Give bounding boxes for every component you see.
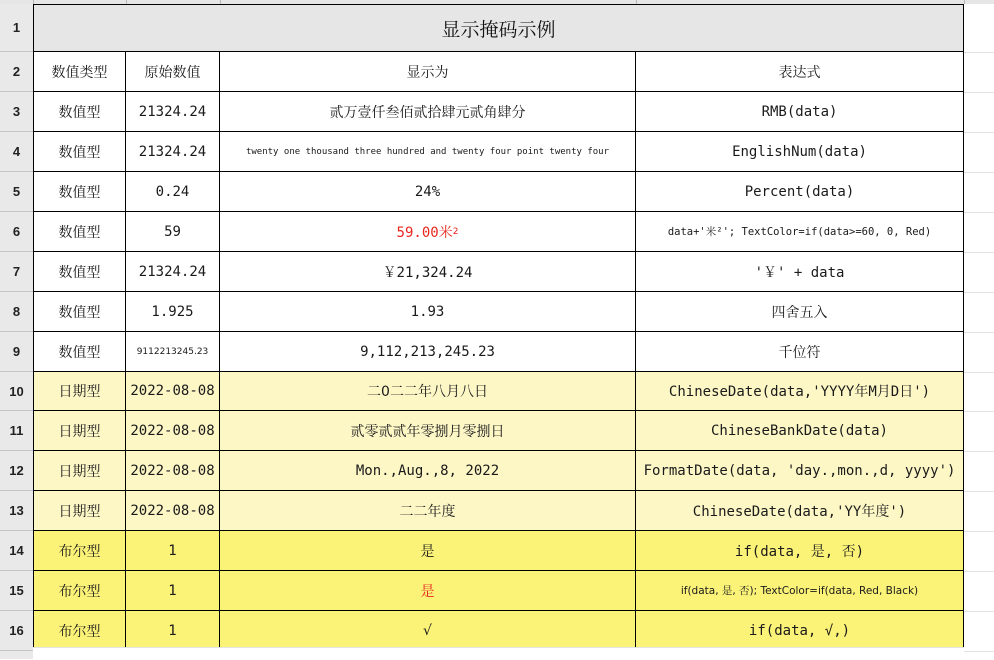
expression-cell[interactable]: 千位符 — [636, 332, 964, 372]
table-row — [33, 491, 964, 531]
gridline — [964, 252, 994, 253]
display-cell[interactable]: 59.00米 2 — [220, 212, 636, 252]
gridline — [964, 292, 994, 293]
row-number[interactable]: 14 — [0, 531, 33, 571]
display-cell[interactable]: twenty one thousand three hundred and twenty four point twenty four — [220, 132, 636, 172]
table-row — [33, 132, 964, 172]
display-cell[interactable]: 是 — [220, 571, 636, 611]
type-cell[interactable]: 日期型 — [33, 491, 126, 531]
raw-value-cell[interactable]: 1 — [126, 531, 220, 571]
table-row — [33, 252, 964, 292]
raw-value-cell[interactable]: 59 — [126, 212, 220, 252]
expression-cell[interactable]: RMB(data) — [636, 92, 964, 132]
raw-value-cell[interactable]: 2022-08-08 — [126, 372, 220, 411]
type-cell[interactable]: 日期型 — [33, 411, 126, 451]
display-cell[interactable]: 贰零贰贰年零捌月零捌日 — [220, 411, 636, 451]
row-number[interactable]: 4 — [0, 132, 33, 172]
header-cell-expression[interactable]: 表达式 — [636, 52, 964, 92]
table-row — [33, 172, 964, 212]
gridline — [964, 52, 994, 53]
type-cell[interactable]: 日期型 — [33, 451, 126, 491]
raw-value-cell[interactable]: 9112213245.23 — [126, 332, 220, 372]
empty-grid-area[interactable] — [964, 4, 994, 659]
row-number[interactable]: 5 — [0, 172, 33, 212]
display-cell[interactable]: 1.93 — [220, 292, 636, 332]
display-cell[interactable]: 贰万壹仟叁佰贰拾肆元贰角肆分 — [220, 92, 636, 132]
table-row — [33, 292, 964, 332]
raw-value-cell[interactable]: 21324.24 — [126, 252, 220, 292]
row-number[interactable]: 1 — [0, 4, 33, 52]
row-number[interactable]: 13 — [0, 491, 33, 531]
table-row — [33, 451, 964, 491]
header-cell-raw[interactable]: 原始数值 — [126, 52, 220, 92]
table-row — [33, 611, 964, 651]
row-header-column — [0, 4, 34, 659]
type-cell[interactable]: 数值型 — [33, 212, 126, 252]
row-number[interactable]: 15 — [0, 571, 33, 611]
gridline — [964, 451, 994, 452]
type-cell[interactable]: 日期型 — [33, 372, 126, 411]
table-row — [33, 411, 964, 451]
type-cell[interactable]: 布尔型 — [33, 611, 126, 651]
table-row — [33, 92, 964, 132]
row-number[interactable]: 12 — [0, 451, 33, 491]
table-row — [33, 372, 964, 411]
raw-value-cell[interactable]: 2022-08-08 — [126, 451, 220, 491]
row-number[interactable]: 11 — [0, 411, 33, 451]
gridline — [964, 332, 994, 333]
gridline — [964, 132, 994, 133]
row-number[interactable]: 3 — [0, 92, 33, 132]
display-cell[interactable]: 9,112,213,245.23 — [220, 332, 636, 372]
type-cell[interactable]: 数值型 — [33, 252, 126, 292]
row-number[interactable]: 16 — [0, 611, 33, 651]
gridline — [964, 611, 994, 612]
raw-value-cell[interactable]: 21324.24 — [126, 92, 220, 132]
expression-cell[interactable]: Percent(data) — [636, 172, 964, 212]
row-number[interactable]: 10 — [0, 372, 33, 411]
gridline — [964, 491, 994, 492]
table-row — [33, 571, 964, 611]
row-number[interactable]: 6 — [0, 212, 33, 252]
table-title[interactable]: 显示掩码示例 — [33, 4, 964, 52]
gridline — [964, 531, 994, 532]
expression-cell[interactable]: if(data, 是, 否); TextColor=if(data, Red, Black) — [636, 571, 964, 611]
expression-cell[interactable]: '￥' + data — [636, 252, 964, 292]
expression-cell[interactable]: ChineseBankDate(data) — [636, 411, 964, 451]
header-cell-display[interactable]: 显示为 — [220, 52, 636, 92]
display-cell[interactable]: 二0二二年八月八日 — [220, 372, 636, 411]
header-cell-type[interactable]: 数值类型 — [33, 52, 126, 92]
expression-cell[interactable]: data+'米²'; TextColor=if(data>=60, 0, Red) — [636, 212, 964, 252]
type-cell[interactable]: 数值型 — [33, 92, 126, 132]
raw-value-cell[interactable]: 21324.24 — [126, 132, 220, 172]
raw-value-cell[interactable]: 0.24 — [126, 172, 220, 212]
type-cell[interactable]: 数值型 — [33, 292, 126, 332]
display-cell[interactable]: 二二年度 — [220, 491, 636, 531]
row-number[interactable]: 8 — [0, 292, 33, 332]
display-cell[interactable]: √ — [220, 611, 636, 651]
display-cell[interactable]: 是 — [220, 531, 636, 571]
raw-value-cell[interactable]: 2022-08-08 — [126, 491, 220, 531]
header-row — [33, 52, 964, 92]
raw-value-cell[interactable]: 2022-08-08 — [126, 411, 220, 451]
type-cell[interactable]: 布尔型 — [33, 531, 126, 571]
type-cell[interactable]: 数值型 — [33, 172, 126, 212]
table-row — [33, 531, 964, 571]
row-number[interactable]: 7 — [0, 252, 33, 292]
display-cell[interactable]: 24% — [220, 172, 636, 212]
type-cell[interactable]: 数值型 — [33, 332, 126, 372]
spreadsheet-grid — [33, 4, 964, 647]
type-cell[interactable]: 数值型 — [33, 132, 126, 172]
table-row — [33, 332, 964, 372]
gridline — [964, 651, 994, 652]
gridline — [964, 411, 994, 412]
expression-cell[interactable]: ChineseDate(data,'YY年度') — [636, 491, 964, 531]
table-row — [33, 212, 964, 252]
expression-cell[interactable]: FormatDate(data, 'day.,mon.,d, yyyy') — [636, 451, 964, 491]
display-cell[interactable]: Mon.,Aug.,8, 2022 — [220, 451, 636, 491]
expression-cell[interactable]: if(data, 是, 否) — [636, 531, 964, 571]
gridline — [964, 172, 994, 173]
raw-value-cell[interactable]: 1 — [126, 611, 220, 651]
type-cell[interactable]: 布尔型 — [33, 571, 126, 611]
display-cell[interactable]: ￥21,324.24 — [220, 252, 636, 292]
expression-cell[interactable]: if(data, √,) — [636, 611, 964, 651]
gridline — [964, 212, 994, 213]
row-number[interactable]: 2 — [0, 52, 33, 92]
display-value-text: 59.00米 — [396, 224, 453, 241]
empty-grid-area-bottom[interactable] — [33, 647, 964, 660]
raw-value-cell[interactable]: 1.925 — [126, 292, 220, 332]
expression-cell[interactable]: 四舍五入 — [636, 292, 964, 332]
row-number[interactable]: 9 — [0, 332, 33, 372]
raw-value-cell[interactable]: 1 — [126, 571, 220, 611]
gridline — [964, 372, 994, 373]
gridline — [964, 92, 994, 93]
expression-cell[interactable]: ChineseDate(data,'YYYY年M月D日') — [636, 372, 964, 411]
gridline — [964, 571, 994, 572]
expression-cell[interactable]: EnglishNum(data) — [636, 132, 964, 172]
